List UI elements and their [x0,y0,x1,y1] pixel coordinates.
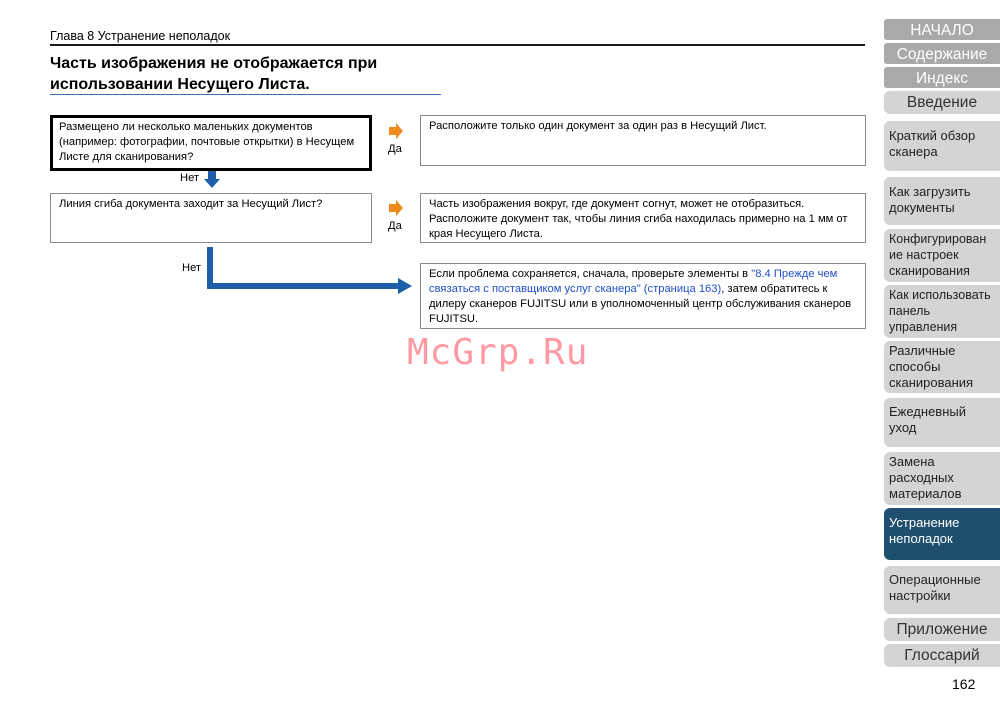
chapter-divider [50,44,865,46]
nav-loading[interactable]: Как загрузить документы [884,177,1000,225]
answer-box-3 [420,263,866,329]
orange-arrow-right-icon [388,123,404,139]
answer-box-1: Расположите только один документ за один раз в Несущий Лист. [420,115,866,166]
blue-elbow-arrow-icon [202,247,416,295]
answer-box-2: Часть изображения вокруг, где документ согнут, может не отобразиться. Расположите документ так, чтобы линия сгиба находилась примерно на 1 мм от края Несущего Листа. [420,193,866,243]
no-label-1: Нет [180,172,200,184]
nav-troubleshooting[interactable]: Устранение неполадок [884,508,1000,560]
blue-arrow-down-icon [204,171,220,188]
title-underline [50,94,441,95]
nav-intro[interactable]: Введение [884,91,1000,114]
nav-care[interactable]: Ежедневный уход [884,398,1000,447]
nav-consumables[interactable]: Замена расходных материалов [884,452,1000,505]
no-label-2: Нет [182,262,202,274]
page-number: 162 [952,676,976,692]
orange-arrow-right-icon [388,200,404,216]
nav-overview[interactable]: Краткий обзор сканера [884,121,1000,171]
nav-glossary[interactable]: Глоссарий [884,644,1000,667]
nav-methods[interactable]: Различные способы сканирования [884,341,1000,393]
reference-link[interactable]: "8.4 Прежде чем связаться с поставщиком услуг сканера" (страница 163) [429,268,838,295]
answer-3-text-after: , затем обратитесь к дилеру сканеров FUJITSU или в уполномоченный центр обслуживания сканеров FUJITSU. [429,283,852,325]
chapter-heading: Глава 8 Устранение неполадок [50,29,231,43]
page-title: Часть изображения не отображается при использовании Несущего Листа. [50,55,378,93]
nav-start[interactable]: НАЧАЛО [884,19,1000,40]
nav-index[interactable]: Индекс [884,67,1000,88]
question-box-2: Линия сгиба документа заходит за Несущий Лист? [50,193,372,243]
nav-contents[interactable]: Содержание [884,43,1000,64]
nav-config[interactable]: Конфигурирован ие настроек сканирования [884,229,1000,282]
nav-appendix[interactable]: Приложение [884,618,1000,641]
question-box-1: Размещено ли несколько маленьких документов (например: фотографии, почтовые открытки) в Несущем Листе для сканирования? [50,115,372,171]
nav-panel[interactable]: Как использовать панель управления [884,285,1000,338]
watermark: McGrp.Ru [407,332,589,373]
nav-settings[interactable]: Операционные настройки [884,566,1000,614]
answer-3-text-before: Если проблема сохраняется, сначала, проверьте элементы в [429,268,752,280]
yes-label-2: Да [388,220,402,232]
yes-label-1: Да [388,143,402,155]
